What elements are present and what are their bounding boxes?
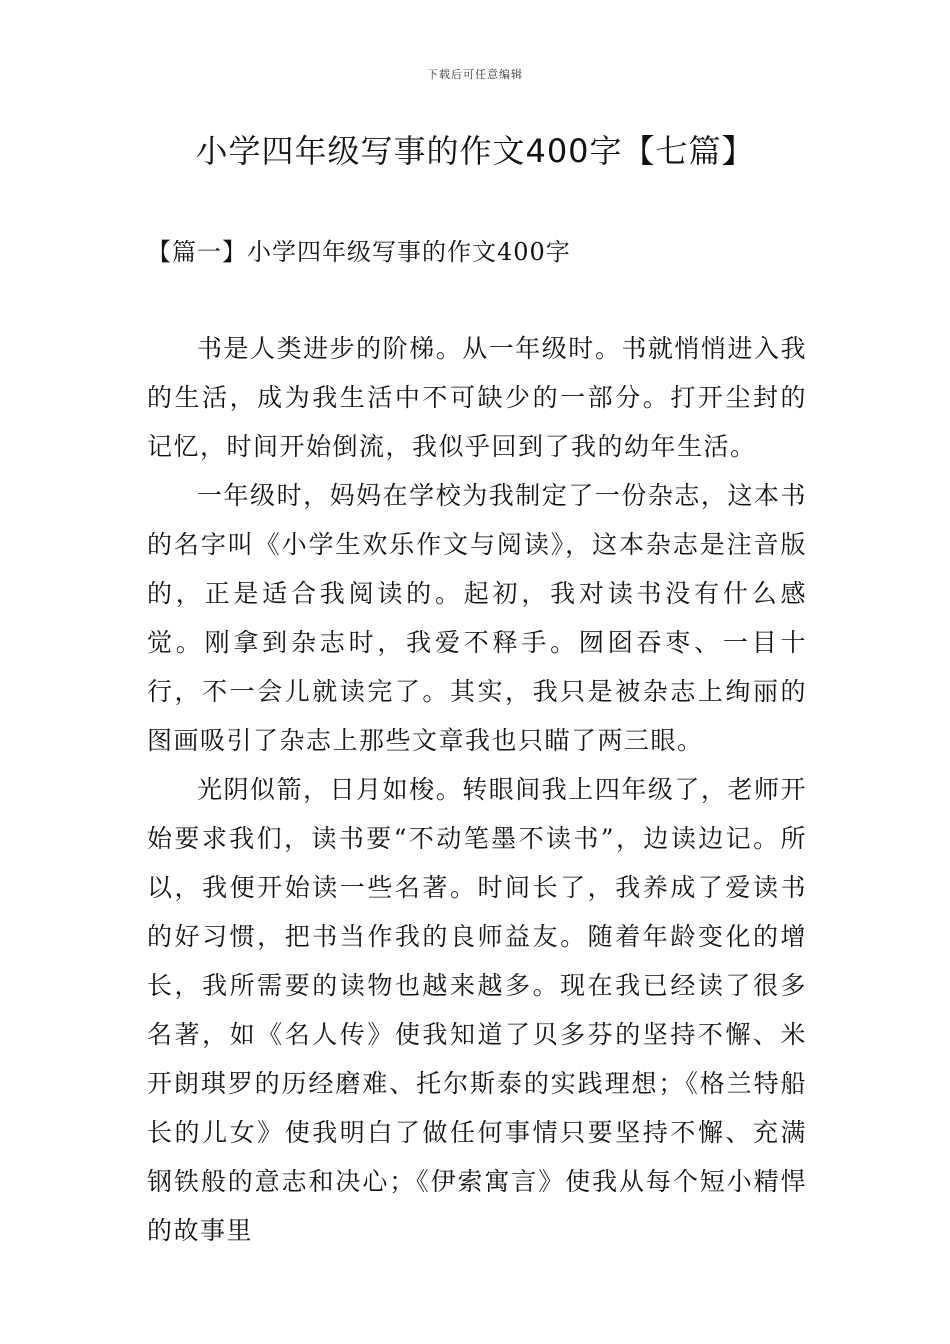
paragraph: 一年级时，妈妈在学校为我制定了一份杂志，这本书的名字叫《小学生欢乐作文与阅读》，这本杂志是注音版的，正是适合我阅读的。起初，我对读书没有什么感觉。刚拿到杂志时，我爱不释手。囫囵吞枣、一目十行，不一会儿就读完了。其实，我只是被杂志上绚丽的图画吸引了杂志上那些文章我也只瞄了两三眼。 (147, 481, 807, 755)
section-heading: 【篇一】小学四年级写事的作文400字 (147, 238, 571, 266)
paragraph: 光阴似箭，日月如梭。转眼间我上四年级了，老师开始要求我们，读书要“不动笔墨不读书”，边读边记。所以，我便开始读一些名著。时间长了，我养成了爱读书的好习惯，把书当作我的良师益友。随着年龄变化的增长，我所需要的读物也越来越多。现在我已经读了很多名著，如《名人传》使我知道了贝多芬的坚持不懈、米开朗琪罗的历经磨难、托尔斯泰的实践理想；《格兰特船长的儿女》使我明白了做任何事情只要坚持不懈、充满钢铁般的意志和决心；《伊索寓言》使我从每个短小精悍的故事里 (147, 775, 807, 1245)
body-text (147, 324, 807, 1255)
document-title: 小学四年级写事的作文400字【七篇】 (195, 132, 755, 170)
paragraph: 书是人类进步的阶梯。从一年级时。书就悄悄进入我的生活，成为我生活中不可缺少的一部分。打开尘封的记忆，时间开始倒流，我似乎回到了我的幼年生活。 (147, 334, 807, 461)
header-note: 下载后可任意编辑 (427, 68, 523, 81)
